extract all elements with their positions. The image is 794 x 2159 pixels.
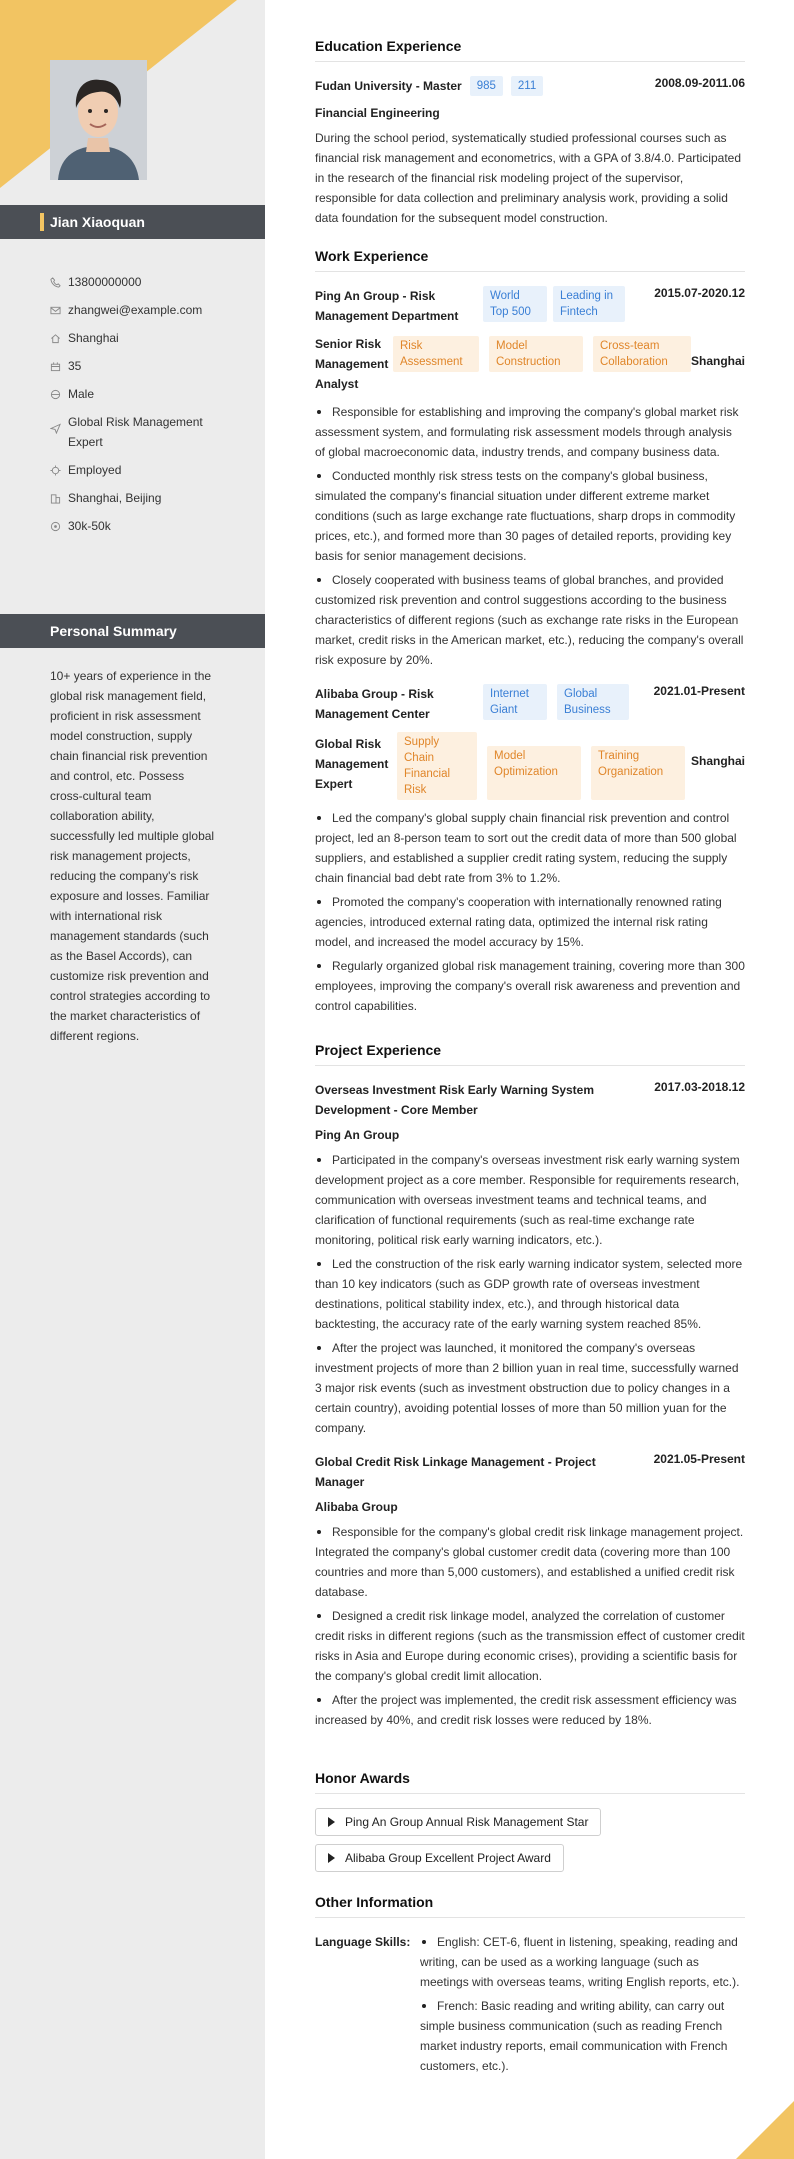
job-bullets <box>315 808 745 1016</box>
project-bullet: Participated in the company's overseas investment risk early warning system development project as a core member. Responsible for requirements research, communication with overseas investment teams and technical teams, and clarification of functional requirements (such as real-time exchange rate monitoring, political risk early warning indicators, etc.). <box>315 1150 745 1250</box>
contact-gender <box>50 384 240 404</box>
status-icon <box>50 460 68 480</box>
award-item <box>315 1844 745 1880</box>
summary-text: 10+ years of experience in the global risk management field, proficient in risk assessment model construction, supply chain financial risk prevention and control, etc. Possess cross-cultural team collaboration ability, successfully led multiple global risk management projects, reducing the company's risk exposure and losses. Familiar with international risk management standards (such as the Basel Accords), can customize risk prevention and control strategies according to the market characteristics of different regions. <box>50 669 215 1043</box>
project-bullet: After the project was launched, it monitored the company's overseas investment projects of more than 2 billion yuan in real time, successfully warned 3 major risk events (such as investment obstruction due to policy changes in a certain country), avoiding potential losses of more than 50 million yuan for the company. <box>315 1338 745 1438</box>
education-date: 2008.09-2011.06 <box>654 76 745 90</box>
work-title: Work Experience <box>315 248 745 272</box>
job-header <box>315 684 745 724</box>
job-bullet: Promoted the company's cooperation with internationally renowned rating agencies, introduced external rating data, optimized the internal risk rating model, and increased the model accuracy by 15%. <box>315 892 745 952</box>
salary-icon <box>50 516 68 536</box>
project-date: 2017.03-2018.12 <box>654 1080 745 1094</box>
job-position: Global Risk Management Expert <box>315 737 389 791</box>
job-company: Alibaba Group - Risk Management Center <box>315 687 434 721</box>
name-accent <box>40 213 44 231</box>
language-row <box>315 1932 745 2080</box>
award-label: Alibaba Group Excellent Project Award <box>345 1851 551 1865</box>
play-icon <box>328 1853 335 1863</box>
project-org: Ping An Group <box>315 1128 400 1142</box>
project-bullet: After the project was implemented, the credit risk assessment efficiency was increased by 40%, and credit risk losses were reduced by 18%. <box>315 1690 745 1730</box>
project-bullet: Led the construction of the risk early warning indicator system, selected more than 10 key indicators (such as GDP growth rate of overseas investment destinations, political stability index, etc.), and through historical data backtesting, the accuracy rate of the early warning system reached 85%. <box>315 1254 745 1334</box>
project-title: Project Experience <box>315 1042 745 1066</box>
cities-value: Shanghai, Beijing <box>68 491 162 505</box>
send-icon <box>50 418 68 438</box>
company-tag: World Top 500 <box>483 286 547 322</box>
summary-title: Personal Summary <box>50 623 177 639</box>
phone-icon <box>50 272 68 292</box>
email-value: zhangwei@example.com <box>68 303 203 317</box>
job-bullet: Conducted monthly risk stress tests on the company's global business, simulated the company's financial situation under different extreme market conditions (such as large exchange rate fluctuations, sharp drops in commodity prices, etc.), and formed more than 30 pages of detailed reports, providing key basis for senior management decisions. <box>315 466 745 566</box>
gender-icon <box>50 384 68 404</box>
job-bullet: Led the company's global supply chain financial risk prevention and control project, led an 8-person team to sort out the credit data of more than 500 global suppliers, and established a supplier credit rating system, reducing the supply chain financial bad debt rate from 3% to 1.2%. <box>315 808 745 888</box>
project-bullet: Designed a credit risk linkage model, analyzed the correlation of customer credit risks in different regions (such as the transmission effect of customer credit risks in Asia and Europe during economic crises), providing a scientific basis for the company's global credit limit allocation. <box>315 1606 745 1686</box>
summary-bar <box>0 614 265 648</box>
language-list <box>420 1932 745 2080</box>
gender-value: Male <box>68 387 95 401</box>
company-tag: Leading in Fintech <box>553 286 625 322</box>
job-bullets <box>315 402 745 670</box>
contact-cities <box>50 488 240 508</box>
language-label: Language Skills: <box>315 1935 411 1949</box>
main-content <box>315 38 745 2080</box>
sidebar <box>0 0 265 2159</box>
profile-photo <box>50 60 147 180</box>
other-section <box>315 1894 745 2080</box>
job-date: 2015.07-2020.12 <box>654 286 745 300</box>
project-bullets <box>315 1522 745 1730</box>
contact-email <box>50 300 240 320</box>
project-section <box>315 1042 745 1730</box>
project-org: Alibaba Group <box>315 1500 398 1514</box>
language-item: French: Basic reading and writing ability, can carry out simple business communication (such as reading French market industry reports, email communication with French customers, etc.). <box>420 1996 745 2076</box>
work-section <box>315 248 745 1016</box>
project-header <box>315 1452 745 1492</box>
school-name: Fudan University - Master <box>315 79 462 93</box>
home-icon <box>50 328 68 348</box>
location-value: Shanghai <box>68 331 119 345</box>
age-value: 35 <box>68 359 82 373</box>
play-icon <box>328 1817 335 1827</box>
project-header <box>315 1080 745 1120</box>
project-entry <box>315 1080 745 1438</box>
other-title: Other Information <box>315 1894 745 1918</box>
job-bullet: Responsible for establishing and improving the company's global market risk assessment system, and formulating risk assessment models through analysis of global macroeconomic data, industry trends, and company business data. <box>315 402 745 462</box>
education-header <box>315 76 745 96</box>
contact-location <box>50 328 240 348</box>
job-location: Shanghai <box>690 354 745 368</box>
contact-status <box>50 460 240 480</box>
job-position-row <box>315 334 745 394</box>
project-bullet: Responsible for the company's global credit risk linkage management project. Integrated the company's global customer credit data (covering more than 100 countries and more than 5,000 customers), and established a unified credit risk database. <box>315 1522 745 1602</box>
job-location: Shanghai <box>690 754 745 768</box>
job-entry <box>315 684 745 1016</box>
job-company: Ping An Group - Risk Management Department <box>315 289 459 323</box>
phone-value: 13800000000 <box>68 275 142 289</box>
skill-tag: Training Organization <box>591 746 685 800</box>
calendar-icon <box>50 356 68 376</box>
skill-tag: Risk Assessment <box>393 336 479 372</box>
company-tag: Global Business <box>557 684 629 720</box>
contact-age <box>50 356 240 376</box>
project-name: Overseas Investment Risk Early Warning System Development - Core Member <box>315 1083 595 1117</box>
award-label: Ping An Group Annual Risk Management Star <box>345 1815 589 1829</box>
language-item: English: CET-6, fluent in listening, speaking, reading and writing, can be used as a working language (such as meetings with overseas teams, writing English reports, etc.). <box>420 1932 745 1992</box>
name-bar <box>0 205 265 239</box>
job-date: 2021.01-Present <box>653 684 745 698</box>
job-bullet: Regularly organized global risk management training, covering more than 300 employees, improving the company's overall risk awareness and prevention and control capabilities. <box>315 956 745 1016</box>
job-position: Senior Risk Management Analyst <box>315 337 389 391</box>
education-title: Education Experience <box>315 38 745 62</box>
salary-value: 30k-50k <box>68 519 111 533</box>
avatar <box>50 60 147 180</box>
job-header <box>315 286 745 326</box>
school-tag: 985 <box>470 76 503 96</box>
award-item <box>315 1808 745 1844</box>
school-tag: 211 <box>511 76 543 96</box>
candidate-name: Jian Xiaoquan <box>50 214 145 230</box>
status-value: Employed <box>68 463 122 477</box>
contact-list <box>50 272 240 544</box>
skill-tag: Model Construction <box>489 336 583 372</box>
job-position-row <box>315 732 745 800</box>
decorative-corner <box>736 2101 794 2159</box>
education-description: During the school period, systematically studied professional courses such as financial risk management and econometrics, with a GPA of 3.8/4.0. Participated in the research of the financial risk modeling project of the supervisor, responsible for data collection and preliminary analysis work, providing a solid data foundation for the subsequent model construction. <box>315 131 741 225</box>
mail-icon <box>50 300 68 320</box>
skill-tag: Cross-team Collaboration <box>593 336 691 372</box>
contact-position <box>50 412 240 452</box>
job-bullet: Closely cooperated with business teams of global branches, and provided customized risk prevention and control suggestions according to the business characteristics of different regions (such as exchange rate risks in the European market, credit risks in the American market, etc.), reducing the company's overall risk exposure by 20%. <box>315 570 745 670</box>
skill-tag: Supply Chain Financial Risk <box>397 732 477 800</box>
awards-title: Honor Awards <box>315 1770 745 1794</box>
awards-section <box>315 1770 745 1880</box>
contact-phone <box>50 272 240 292</box>
company-tag: Internet Giant <box>483 684 547 720</box>
contact-salary <box>50 516 240 536</box>
project-entry <box>315 1452 745 1730</box>
skill-tag: Model Optimization <box>487 746 581 800</box>
project-bullets <box>315 1150 745 1438</box>
project-name: Global Credit Risk Linkage Management - Project Manager <box>315 1455 596 1489</box>
job-entry <box>315 286 745 670</box>
major: Financial Engineering <box>315 106 440 120</box>
project-date: 2021.05-Present <box>653 1452 745 1466</box>
education-section <box>315 38 745 228</box>
position-value: Global Risk Management Expert <box>68 415 203 449</box>
building-icon <box>50 488 68 508</box>
